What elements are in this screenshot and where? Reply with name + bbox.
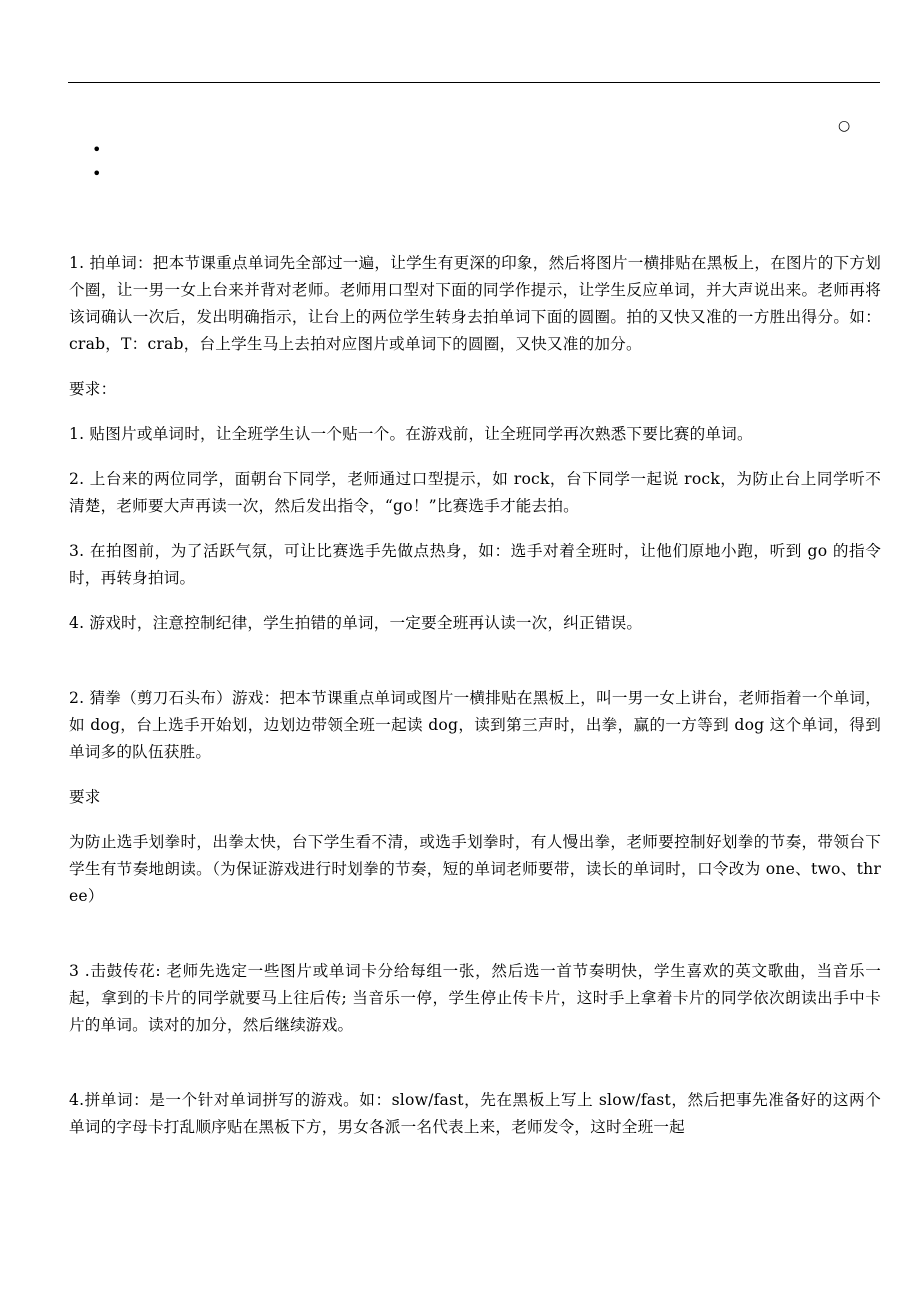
game1-requirement-3: 3. 在拍图前，为了活跃气氛，可让比赛选手先做点热身，如：选手对着全班时，让他们原地小跑，听到 go 的指令时，再转身拍词。 <box>69 542 881 587</box>
circle-bullet-icon: ○ <box>838 118 851 134</box>
game2-requirements-text: 为防止选手划拳时，出拳太快，台下学生看不清，或选手划拳时，有人慢出拳，老师要控制好划拳的节奏，带领台下学生有节奏地朗读。（为保证游戏进行时划拳的节奏，短的单词老师要带，读长的单词时，口令改为 one、two、three） <box>69 833 881 905</box>
bullet-list <box>92 138 102 186</box>
game2-requirements-title: 要求 <box>69 788 101 806</box>
document-body <box>69 250 881 1141</box>
game3-description: 3 .击鼓传花: 老师先选定一些图片或单词卡分给每组一张，然后选一首节奏明快，学生喜欢的英文歌曲，当音乐一起，拿到的卡片的同学就要马上往后传; 当音乐一停，学生停止传卡片，这时手上拿着卡片的同学依次朗读出手中卡片的单词。读对的加分，然后继续游戏。 <box>69 962 881 1034</box>
game1-requirement-2: 2. 上台来的两位同学，面朝台下同学，老师通过口型提示，如 rock，台下同学一起说 rock，为防止台上同学听不清楚，老师要大声再读一次，然后发出指令，“go！”比赛选手才能去拍。 <box>69 470 881 515</box>
game1-description: 1. 拍单词：把本节课重点单词先全部过一遍，让学生有更深的印象，然后将图片一横排贴在黑板上，在图片的下方划个圈，让一男一女上台来并背对老师。老师用口型对下面的同学作提示，让学生反应单词，并大声说出来。老师再将该词确认一次后，发出明确指示，让台上的两位学生转身去拍单词下面的圆圈。拍的又快又准的一方胜出得分。如：crab，T：crab，台上学生马上去拍对应图片或单词下的圆圈，又快又准的加分。 <box>69 254 881 353</box>
game4-description: 4.拼单词：是一个针对单词拼写的游戏。如：slow/fast，先在黑板上写上 slow/fast，然后把事先准备好的这两个单词的字母卡打乱顺序贴在黑板下方，男女各派一名代表上来，老师发令，这时全班一起 <box>69 1091 881 1136</box>
list-item <box>92 162 102 186</box>
game1-requirement-1: 1. 贴图片或单词时，让全班学生认一个贴一个。在游戏前，让全班同学再次熟悉下要比赛的单词。 <box>69 425 753 443</box>
header-rule <box>68 82 880 83</box>
list-item <box>92 138 102 162</box>
game2-description: 2. 猜拳（剪刀石头布）游戏：把本节课重点单词或图片一横排贴在黑板上，叫一男一女上讲台，老师指着一个单词，如 dog，台上选手开始划，边划边带领全班一起读 dog，读到第三声时，出拳，赢的一方等到 dog 这个单词，得到单词多的队伍获胜。 <box>69 689 881 761</box>
game1-requirement-4: 4. 游戏时，注意控制纪律，学生拍错的单词，一定要全班再认读一次，纠正错误。 <box>69 614 643 632</box>
game1-requirements-title: 要求： <box>69 380 117 398</box>
